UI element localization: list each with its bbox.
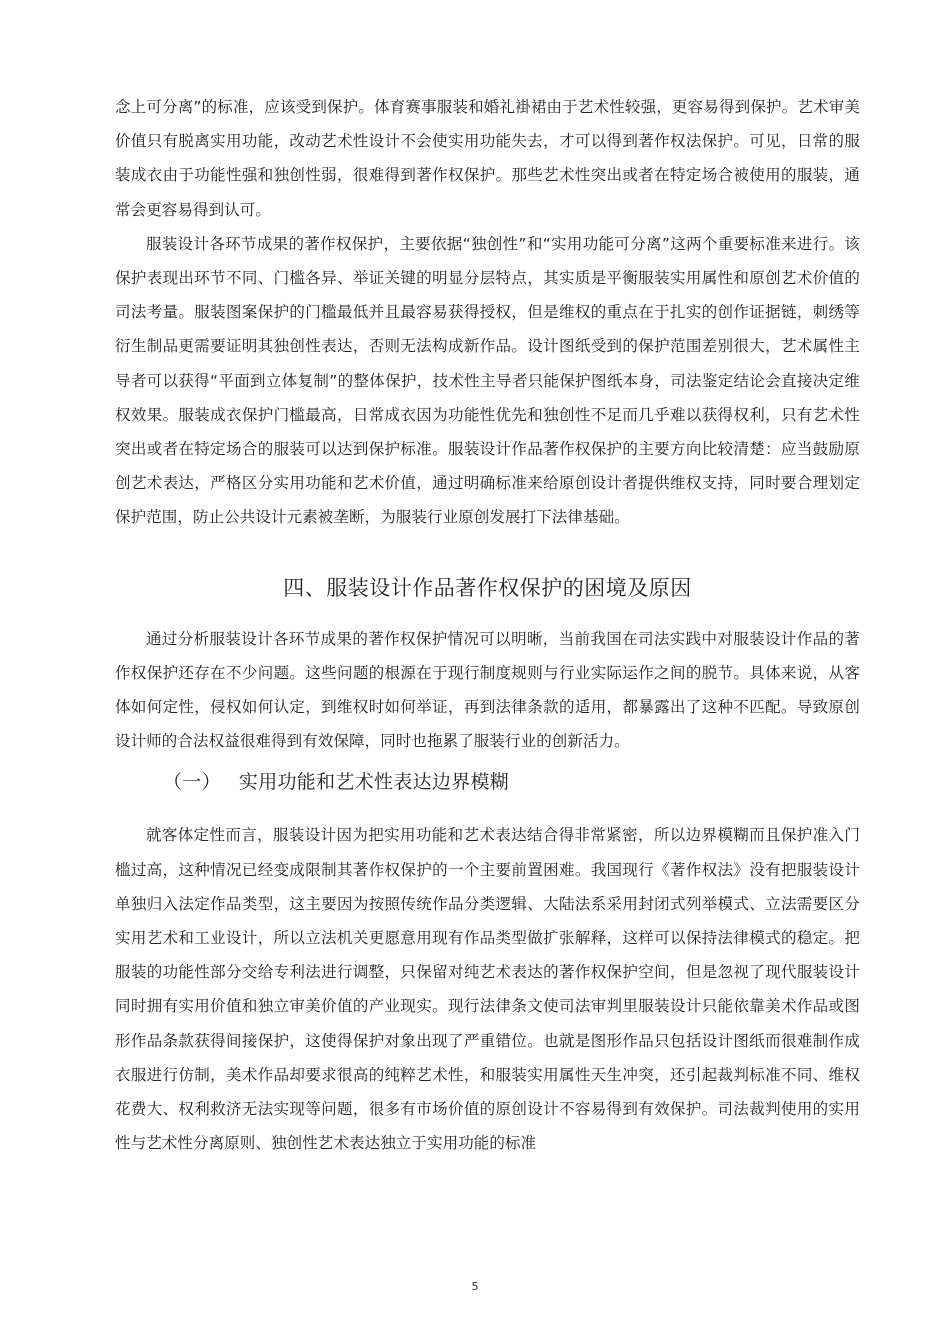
subsection-number: （一） [163, 771, 221, 794]
page-body [115, 90, 860, 1160]
subsection-body-paragraph: 就客体定性而言，服装设计因为把实用功能和艺术表达结合得非常紧密，所以边界模糊而且保护准入门槛过高，这种情况已经变成限制其著作权保护的一个主要前置困难。我国现行《著作权法》没有把服装设计单独归入法定作品类型，这主要因为按照传统作品分类逻辑、大陆法系采用封闭式列举模式、立法需要区分实用艺术和工业设计，所以立法机关更愿意用现有作品类型做扩张解释，这样可以保持法律模式的稳定。把服装的功能性部分交给专利法进行调整，只保留对纯艺术表达的著作权保护空间，但是忽视了现代服装设计同时拥有实用价值和独立审美价值的产业现实。现行法律条文使司法审判里服装设计只能依靠美术作品或图形作品条款获得间接保护，这使得保护对象出现了严重错位。也就是图形作品只包括设计图纸而很难制作成衣服进行仿制，美术作品却要求很高的纯粹艺术性，和服装实用属性天生冲突，还引起裁判标准不同、维权花费大、权利救济无法实现等问题，很多有市场价值的原创设计不容易得到有效保护。司法裁判使用的实用性与艺术性分离原则、独创性艺术表达独立于实用功能的标准 [115, 826, 860, 1153]
subsection-heading [163, 762, 860, 802]
page-number: 5 [471, 1280, 479, 1293]
subsection-title: 实用功能和艺术性表达边界模糊 [238, 771, 510, 794]
section-heading: 四、服装设计作品著作权保护的困境及原因 [283, 575, 692, 600]
body-paragraph-continued: 念上可分离”的标准，应该受到保护。体育赛事服装和婚礼褂裙由于艺术性较强，更容易得到保护。艺术审美价值只有脱离实用功能，改动艺术性设计不会使实用功能失去，才可以得到著作权法保护。可见，日常的服装成衣由于功能性强和独创性弱，很难得到著作权保护。那些艺术性突出或者在特定场合被使用的服装，通常会更容易得到认可。 [115, 98, 860, 219]
body-paragraph: 服装设计各环节成果的著作权保护，主要依据“独创性”和“实用功能可分离”这两个重要标准来进行。该保护表现出环节不同、门槛各异、举证关键的明显分层特点，其实质是平衡服装实用属性和原创艺术价值的司法考量。服装图案保护的门槛最低并且最容易获得授权，但是维权的重点在于扎实的创作证据链，刺绣等衍生制品更需要证明其独创性表达，否则无法构成新作品。设计图纸受到的保护范围差别很大，艺术属性主导者可以获得“平面到立体复制”的整体保护，技术性主导者只能保护图纸本身，司法鉴定结论会直接决定维权效果。服装成衣保护门槛最高，日常成衣因为功能性优先和独创性不足而几乎难以获得权利，只有艺术性突出或者在特定场合的服装可以达到保护标准。服装设计作品著作权保护的主要方向比较清楚：应当鼓励原创艺术表达，严格区分实用功能和艺术价值，通过明确标准来给原创设计者提供维权支持，同时要合理划定保护范围，防止公共设计元素被垄断，为服装行业原创发展打下法律基础。 [115, 234, 860, 527]
section-intro-paragraph: 通过分析服装设计各环节成果的著作权保护情况可以明晰，当前我国在司法实践中对服装设计作品的著作权保护还存在不少问题。这些问题的根源在于现行制度规则与行业实际运作之间的脱节。具体来说，从客体如何定性，侵权如何认定，到维权时如何举证，再到法律条款的适用，都暴露出了这种不匹配。导致原创设计师的合法权益很难得到有效保障，同时也拖累了服装行业的创新活力。 [115, 629, 860, 751]
